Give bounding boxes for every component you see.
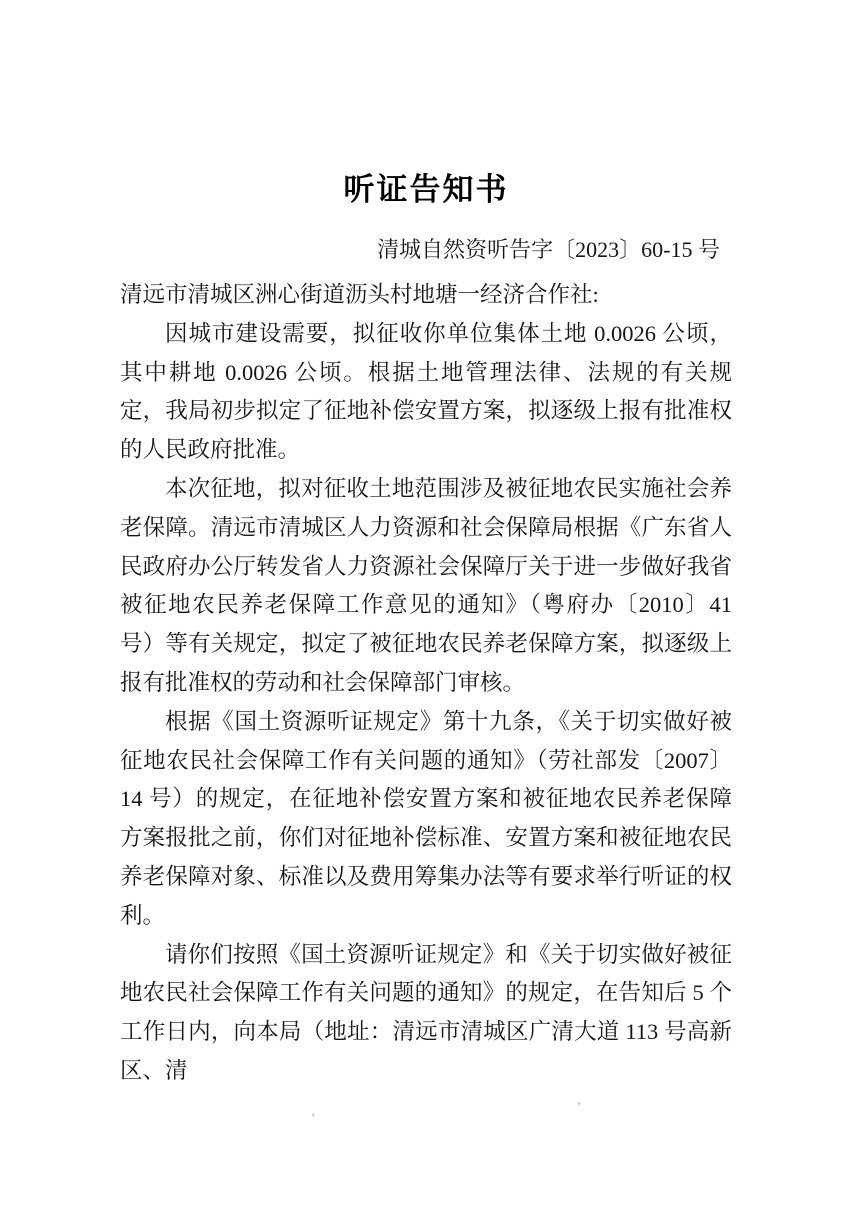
paragraph-3: 根据《国土资源听证规定》第十九条，《关于切实做好被征地农民社会保障工作有关问题的通知》（劳社部发〔2007〕14 号）的规定，在征地补偿安置方案和被征地农民养老保障方案报批之前，你们对征地补偿标准、安置方案和被征地农民养老保障对象、标准以及费用筹集办法等有要求举行听证的权利。 (120, 708, 732, 928)
document-number: 清城自然资听告字〔2023〕60-15 号 (377, 237, 720, 262)
paragraph-4: 请你们按照《国土资源听证规定》和《关于切实做好被征地农民社会保障工作有关问题的通知》的规定，在告知后 5 个工作日内，向本局（地址：清远市清城区广清大道 113 号高新区、清 (120, 941, 732, 1083)
document-body (120, 276, 732, 1091)
addressee-line: 清远市清城区洲心街道沥头村地塘一经济合作社: (120, 282, 599, 307)
paragraph-2: 本次征地，拟对征收土地范围涉及被征地农民实施社会养老保障。清远市清城区人力资源和社会保障局根据《广东省人民政府办公厅转发省人力资源社会保障厅关于进一步做好我省被征地农民养老保障工作意见的通知》（粤府办〔2010〕41 号）等有关规定，拟定了被征地农民养老保障方案，拟逐级上报有批准权的劳动和社会保障部门审核。 (120, 475, 732, 695)
paragraph-1: 因城市建设需要，拟征收你单位集体土地 0.0026 公顷，其中耕地 0.0026 公顷。根据土地管理法律、法规的有关规定，我局初步拟定了征地补偿安置方案，拟逐级上报有批准权的人民政府批准。 (120, 320, 732, 463)
scan-speck (312, 1113, 315, 1117)
scan-speck (577, 1102, 581, 1105)
document-title: 听证告知书 (343, 172, 509, 207)
document-content (120, 0, 732, 1091)
